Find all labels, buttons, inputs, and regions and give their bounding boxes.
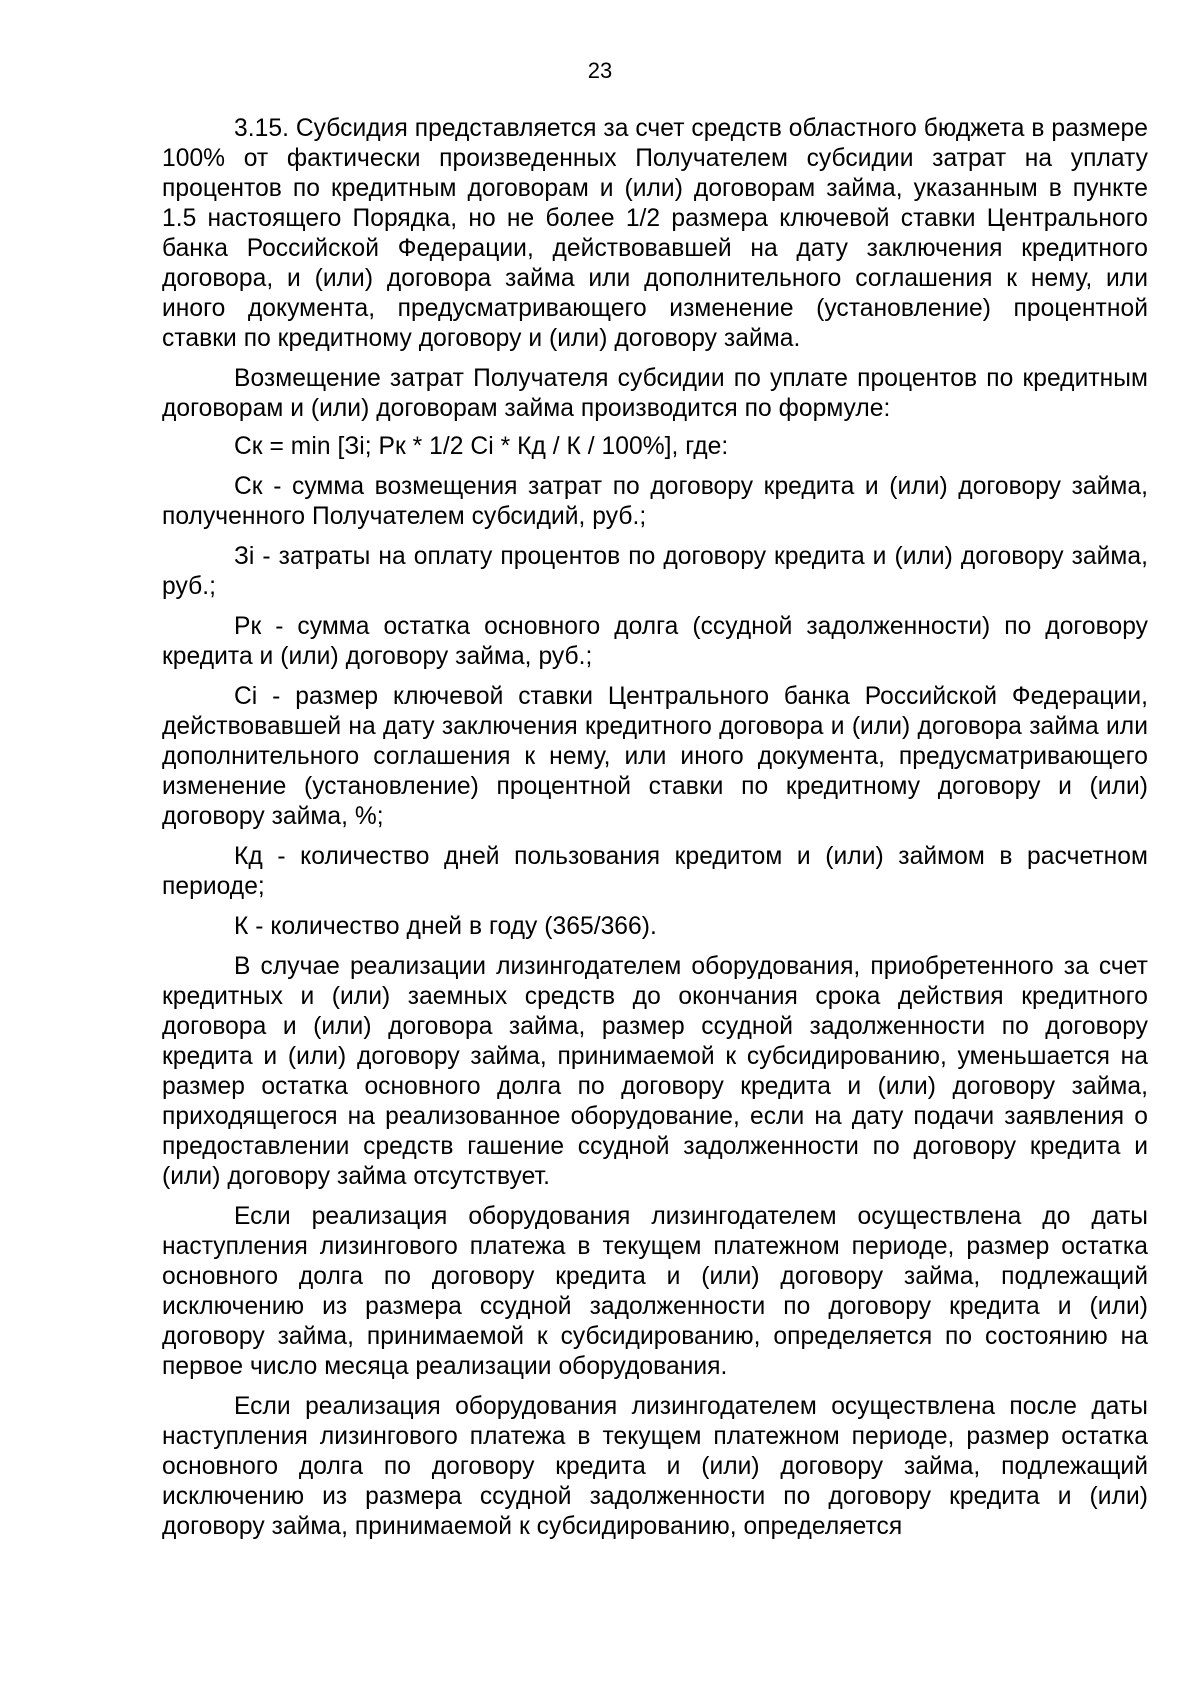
paragraph-formula: Ск = min [Зi; Рк * 1/2 Сi * Кд / К / 100%], где: [234,433,729,460]
paragraph-3-15: 3.15. Субсидия представляется за счет средств областного бюджета в размере 100% от фактически произведенных Получателем субсидии затрат на уплату процентов по кредитным договорам и (или) договорам займа, указанным в пункте 1.5 настоящего Порядка, но не более 1/2 размера ключевой ставки Центрального банка Российской Федерации, действовавшей на дату заключения кредитного договора, и (или) договора займа или дополнительного соглашения к нему, или иного документа, предусматривающего изменение (установление) процентной ставки по кредитному договору и (или) договору займа. [162,115,1148,352]
document-body [162,114,1148,1542]
page-number: 23 [587,58,613,83]
paragraph-leasing-sale: В случае реализации лизингодателем оборудования, приобретенного за счет кредитных и (или) заемных средств до окончания срока действия кредитного договора и (или) договора займа, размер ссудной задолженности по договору кредита и (или) договору займа, принимаемой к субсидированию, уменьшается на размер остатка основного долга по договору кредита и (или) договору займа, приходящегося на реализованное оборудование, если на дату подачи заявления о предоставлении средств гашение ссудной задолженности по договору кредита и (или) договору займа отсутствует. [162,953,1148,1190]
paragraph-reimbursement-intro: Возмещение затрат Получателя субсидии по уплате процентов по кредитным договорам и (или) договорам займа производится по формуле: [162,365,1148,422]
paragraph-def-ci: Сi - размер ключевой ставки Центрального банка Российской Федерации, действовавшей на дату заключения кредитного договора и (или) договора займа или дополнительного соглашения к нему, или иного документа, предусматривающего изменение (установление) процентной ставки по кредитному договору и (или) договору займа, %; [162,683,1148,830]
paragraph-def-rk: Рк - сумма остатка основного долга (ссудной задолженности) по договору кредита и (или) договору займа, руб.; [162,613,1148,670]
paragraph-def-zi: Зi - затраты на оплату процентов по договору кредита и (или) договору займа, руб.; [162,543,1148,600]
paragraph-def-sk: Ск - сумма возмещения затрат по договору кредита и (или) договору займа, полученного Получателем субсидий, руб.; [162,473,1148,530]
paragraph-def-kd: Кд - количество дней пользования кредитом и (или) займом в расчетном периоде; [162,843,1148,900]
paragraph-sale-after-payment: Если реализация оборудования лизингодателем осуществлена после даты наступления лизингового платежа в текущем платежном периоде, размер остатка основного долга по договору кредита и (или) договору займа, подлежащий исключению из размера ссудной задолженности по договору кредита и (или) договору займа, принимаемой к субсидированию, определяется [162,1393,1148,1540]
paragraph-def-k: К - количество дней в году (365/366). [234,913,657,940]
paragraph-sale-before-payment: Если реализация оборудования лизингодателем осуществлена до даты наступления лизингового платежа в текущем платежном периоде, размер остатка основного долга по договору кредита и (или) договору займа, подлежащий исключению из размера ссудной задолженности по договору кредита и (или) договору займа, принимаемой к субсидированию, определяется по состоянию на первое число месяца реализации оборудования. [162,1203,1148,1380]
